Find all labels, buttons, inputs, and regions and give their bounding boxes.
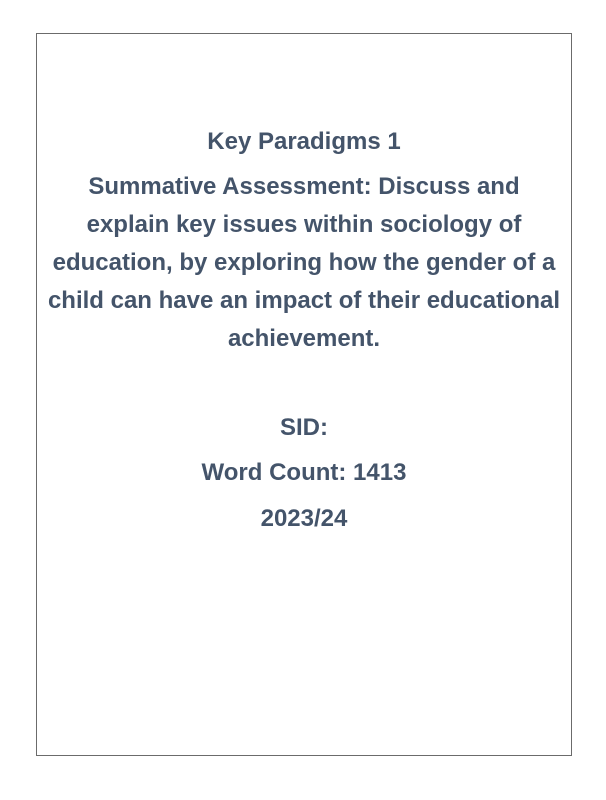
sid-label: SID: <box>280 414 328 441</box>
academic-year: 2023/24 <box>260 505 348 532</box>
assessment-title: Summative Assessment: Discuss and explain key issues within sociology of education, by exploring how the gender of a child can have an impact of their educational achievement. <box>47 173 561 352</box>
word-count: Word Count: 1413 <box>201 459 407 486</box>
module-title: Key Paradigms 1 <box>207 128 401 155</box>
